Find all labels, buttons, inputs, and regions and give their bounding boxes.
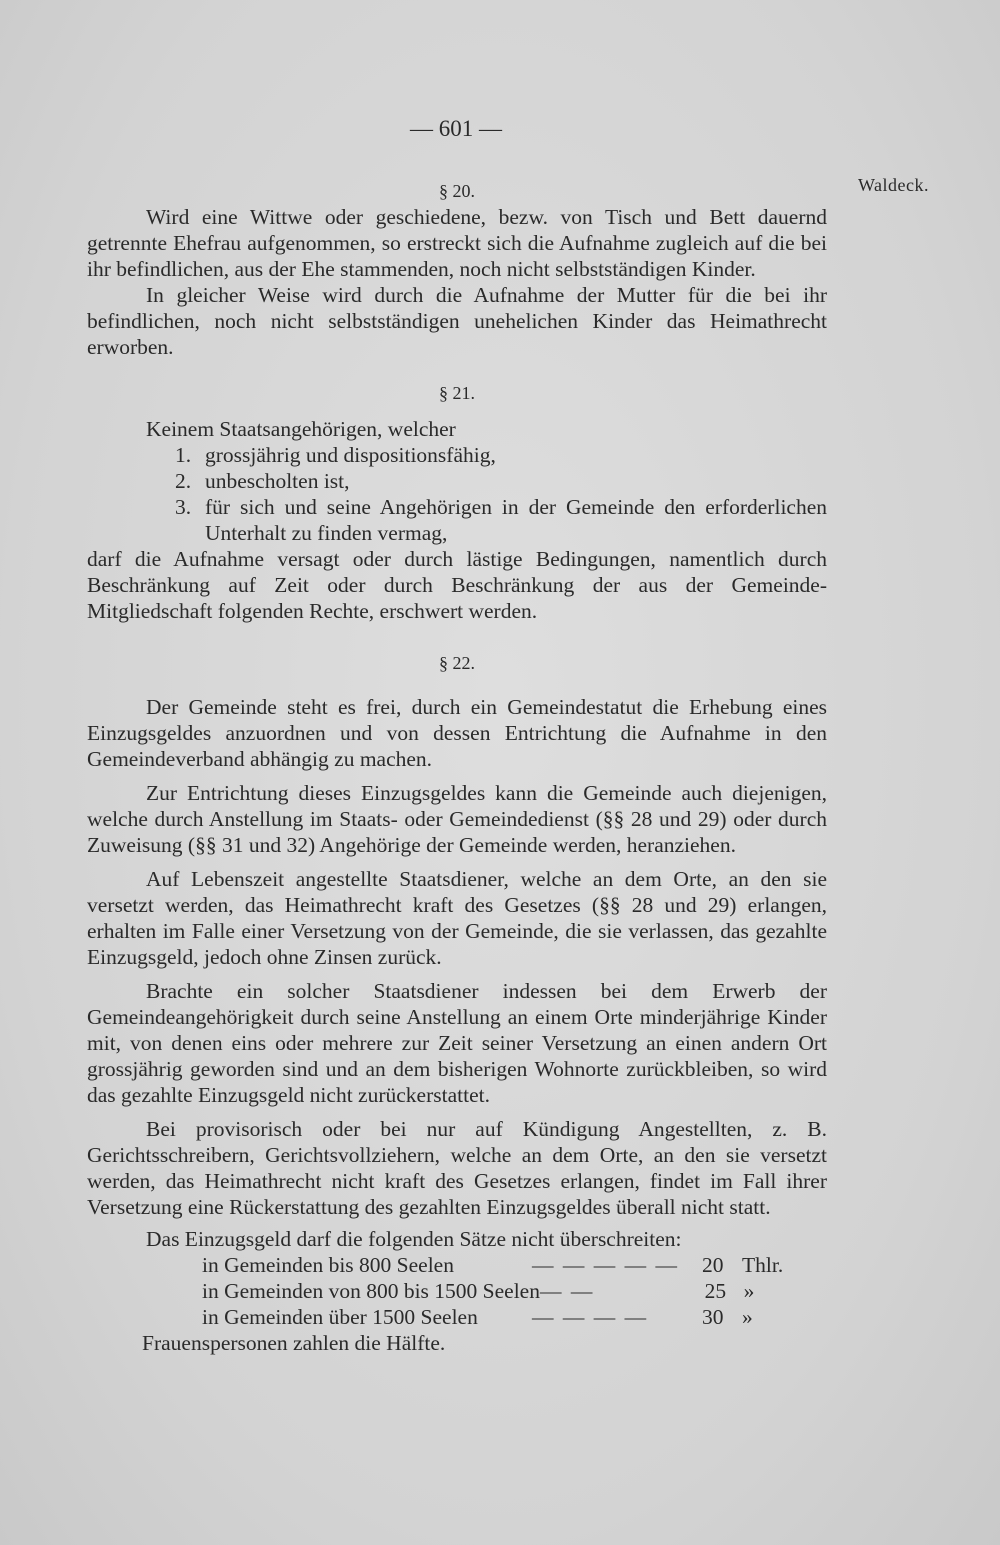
fee-unit: Thlr. bbox=[742, 1253, 784, 1277]
section-heading-22: § 22. bbox=[439, 653, 475, 673]
fee-amount: 30 bbox=[702, 1305, 724, 1329]
fee-amount: 25 bbox=[704, 1279, 727, 1303]
paragraph-22-3: Auf Lebenszeit angestellte Staatsdiener, welche an dem Orte, an den sie versetzt werden, das Heimathrecht kraft des Gesetzes (§§ 28 und 29) erlangen, erhalten im Falle einer Versetzung von der Gemeinde, die sie verlassen, das gezahlte Einzugsgeld, jedoch ohne Zinsen zurück. bbox=[87, 867, 827, 969]
fee-row bbox=[202, 1252, 792, 1278]
list-item-number: 3. bbox=[175, 495, 192, 519]
list-item bbox=[175, 442, 827, 468]
paragraph-20-1: Wird eine Wittwe oder geschiedene, bezw. von Tisch und Bett dauernd getrennte Ehefrau aufgenommen, so erstreckt sich die Aufnahme zugleich auf die bei ihr befindlichen, aus der Ehe stammenden, noch nicht selbstständigen Kinder. bbox=[87, 205, 827, 281]
list-item-number: 1. bbox=[175, 443, 192, 467]
fee-label: in Gemeinden von 800 bis 1500 Seelen bbox=[202, 1279, 540, 1303]
closing-line: Frauenspersonen zahlen die Hälfte. bbox=[142, 1331, 446, 1355]
list-item-text: grossjährig und dispositionsfähig, bbox=[205, 443, 496, 467]
fee-table-intro: Das Einzugsgeld darf die folgenden Sätze nicht überschreiten: bbox=[146, 1227, 682, 1251]
list-item bbox=[175, 468, 827, 494]
fee-row bbox=[202, 1278, 792, 1304]
list-item-text: für sich und seine Angehörigen in der Gemeinde den erforderlichen Unterhalt zu finden vermag, bbox=[205, 495, 827, 545]
paragraph-20-2: In gleicher Weise wird durch die Aufnahme der Mutter für die bei ihr befindlichen, noch nicht selbstständigen unehelichen Kinder das Heimathrecht erworben. bbox=[87, 283, 827, 359]
section-heading-20: § 20. bbox=[439, 181, 475, 201]
fee-label: in Gemeinden bis 800 Seelen bbox=[202, 1253, 454, 1277]
fee-table bbox=[87, 1252, 827, 1330]
document-body bbox=[87, 178, 827, 1356]
fee-label: in Gemeinden über 1500 Seelen bbox=[202, 1305, 478, 1329]
paragraph-22-5: Bei provisorisch oder bei nur auf Kündigung Angestellten, z. B. Gerichtsschreibern, Gerichtsvollziehern, welche an dem Orte, an den sie versetzt werden, das Heimathrecht nicht kraft des Gesetzes erlangen, findet im Fall ihrer Versetzung eine Rückerstattung des gezahlten Einzugsgeldes überall nicht statt. bbox=[87, 1117, 827, 1219]
paragraph-22-2: Zur Entrichtung dieses Einzugsgeldes kann die Gemeinde auch diejenigen, welche durch Anstellung im Staats- oder Gemeindedienst (§§ 28 und 29) oder durch Zuweisung (§§ 31 und 32) Angehörige der Gemeinde werden, heranziehen. bbox=[87, 781, 827, 857]
paragraph-21-intro: Keinem Staatsangehörigen, welcher bbox=[146, 417, 456, 441]
paragraph-22-1: Der Gemeinde steht es frei, durch ein Gemeindestatut die Erhebung eines Einzugsgeldes anzuordnen und von dessen Entrichtung die Aufnahme in den Gemeindeverband abhängig zu machen. bbox=[87, 695, 827, 771]
fee-unit: » bbox=[743, 1279, 755, 1303]
fee-unit: » bbox=[742, 1305, 753, 1329]
paragraph-21-conclusion: darf die Aufnahme versagt oder durch lästige Bedingungen, namentlich durch Beschränkung auf Zeit oder durch Beschränkung der aus der Gemeinde-Mitgliedschaft folgenden Rechte, erschwert werden. bbox=[87, 547, 827, 623]
fee-leader-dashes: — — — — bbox=[532, 1305, 649, 1329]
section-heading-21: § 21. bbox=[439, 383, 475, 403]
paragraph-22-4: Brachte ein solcher Staatsdiener indessen bei dem Erwerb der Gemeindeangehörigkeit durch seine Anstellung an einem Orte minderjährige Kinder mit, von denen eins oder mehrere zur Zeit seiner Versetzung an einen andern Ort grossjährig geworden sind und an dem bisherigen Wohnorte zurückbleiben, so wird das gezahlte Einzugsgeld nicht zurückerstattet. bbox=[87, 979, 827, 1107]
list-item bbox=[175, 494, 827, 546]
page-number: — 601 — bbox=[410, 116, 502, 141]
condition-list bbox=[87, 442, 827, 546]
fee-row bbox=[202, 1304, 792, 1330]
margin-note: Waldeck. bbox=[858, 175, 930, 195]
fee-leader-dashes: — — — — — bbox=[532, 1253, 679, 1277]
list-item-text: unbescholten ist, bbox=[205, 469, 350, 493]
fee-leader-dashes: — — bbox=[539, 1279, 595, 1303]
fee-amount: 20 bbox=[702, 1253, 724, 1277]
list-item-number: 2. bbox=[175, 469, 192, 493]
